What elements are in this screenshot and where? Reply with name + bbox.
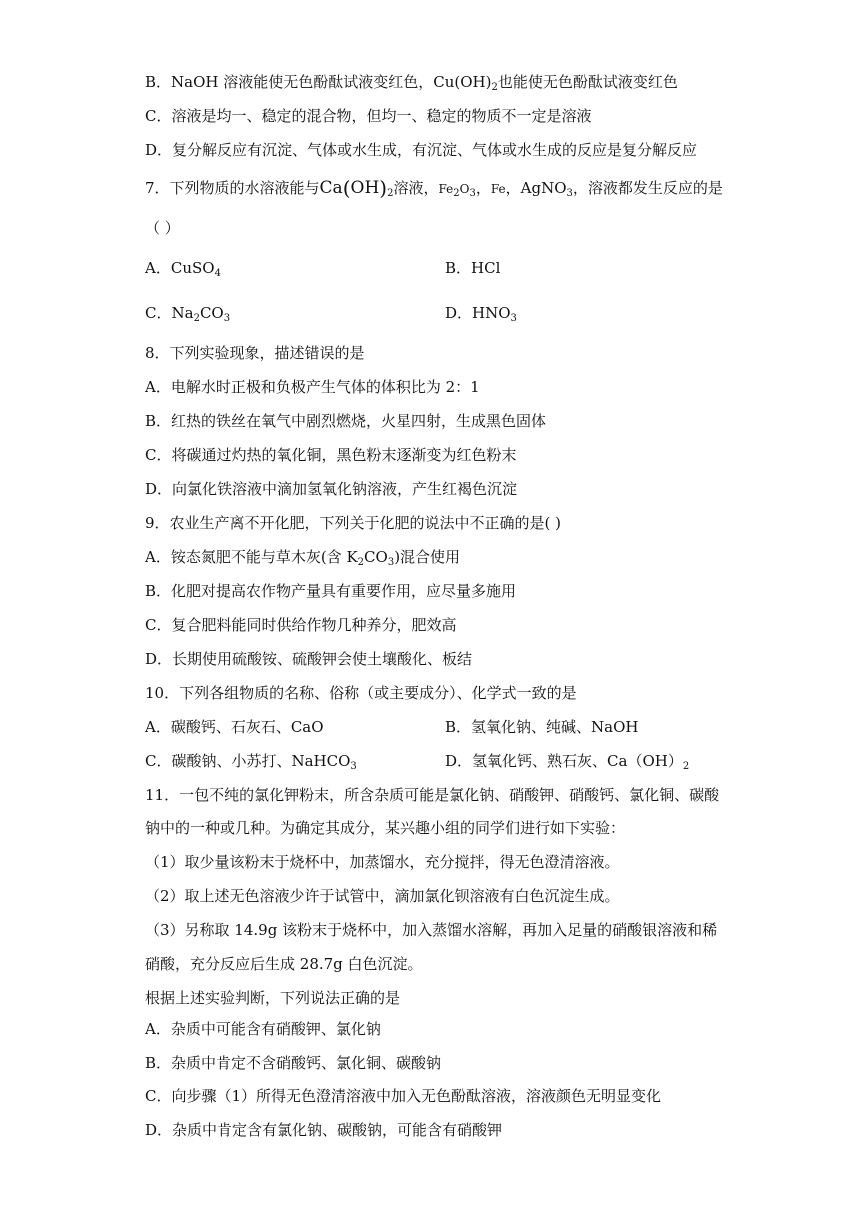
q7-option-a: A．CuSO$_4$ [145, 259, 221, 279]
q11-step-3-line2: 硝酸，充分反应后生成 28.7g 白色沉淀。 [145, 955, 423, 973]
q10-stem: 10．下列各组物质的名称、俗称（或主要成分）、化学式一致的是 [145, 684, 577, 702]
q11-question: 根据上述实验判断，下列说法正确的是 [145, 989, 401, 1007]
q10-option-c: C．碳酸钠、小苏打、NaHCO$_3$ [145, 752, 357, 772]
q8-option-a: A．电解水时正极和负极产生气体的体积比为 2：1 [145, 378, 480, 396]
q7-option-d: D．$HNO_3$ [445, 304, 517, 324]
q11-step-2: （2）取上述无色溶液少许于试管中，滴加氯化钡溶液有白色沉淀生成。 [145, 887, 620, 905]
q11-option-c: C．向步骤（1）所得无色澄清溶液中加入无色酚酞溶液，溶液颜色无明显变化 [145, 1087, 662, 1105]
q7-stem: 7．下列物质的水溶液能与$Ca(OH)_2$溶液，$Fe_2O_3$，Fe，AgNO$_3$，溶液都发生反应的是 [145, 176, 723, 200]
q10-option-b: B．氢氧化钠、纯碱、NaOH [445, 718, 639, 736]
q11-stem-line2: 钠中的一种或几种。为确定其成分，某兴趣小组的同学们进行如下实验： [145, 819, 626, 837]
q6-option-b: B．NaOH 溶液能使无色酚酞试液变红色，$Cu(OH)_2$也能使无色酚酞试液变红色 [145, 73, 678, 93]
q11-option-b: B．杂质中肯定不含硝酸钙、氯化铜、碳酸钠 [145, 1054, 442, 1072]
q7-answer-blank: （ ） [145, 219, 180, 237]
q11-step-1: （1）取少量该粉末于烧杯中，加蒸馏水，充分搅拌，得无色澄清溶液。 [145, 853, 620, 871]
q8-option-b: B．红热的铁丝在氧气中剧烈燃烧，火星四射，生成黑色固体 [145, 412, 547, 430]
q9-option-c: C．复合肥料能同时供给作物几种养分，肥效高 [145, 616, 457, 634]
q11-stem-line1: 11．一包不纯的氯化钾粉末，所含杂质可能是氯化钠、硝酸钾、硝酸钙、氯化铜、碳酸 [145, 786, 720, 804]
q8-stem: 8．下列实验现象，描述错误的是 [145, 344, 365, 362]
q8-option-c: C．将碳通过灼热的氧化铜，黑色粉末逐渐变为红色粉末 [145, 446, 517, 464]
q9-option-b: B．化肥对提高农作物产量具有重要作用，应尽量多施用 [145, 582, 517, 600]
q11-option-d: D．杂质中肯定含有氯化钠、碳酸钠，可能含有硝酸钾 [145, 1121, 503, 1139]
q6-option-c: C．溶液是均一、稳定的混合物，但均一、稳定的物质不一定是溶液 [145, 107, 592, 125]
q9-option-a: A．铵态氮肥不能与草木灰(含 $K_2CO_3$)混合使用 [145, 548, 461, 568]
q11-option-a: A．杂质中可能含有硝酸钾、氯化钠 [145, 1020, 381, 1038]
q7-option-c: C．$Na_2CO_3$ [145, 304, 231, 324]
q11-step-3-line1: （3）另称取 14.9g 该粉末于烧杯中，加入蒸馏水溶解，再加入足量的硝酸银溶液和稀 [145, 921, 718, 939]
q10-option-d: D．氢氧化钙、熟石灰、$Ca(OH)_2$ [445, 752, 690, 772]
q9-stem: 9．农业生产离不开化肥，下列关于化肥的说法中不正确的是( ) [145, 514, 562, 532]
q9-option-d: D．长期使用硫酸铵、硫酸钾会使土壤酸化、板结 [145, 650, 473, 668]
q8-option-d: D．向氯化铁溶液中滴加氢氧化钠溶液，产生红褐色沉淀 [145, 480, 518, 498]
q6-option-d: D．复分解反应有沉淀、气体或水生成，有沉淀、气体或水生成的反应是复分解反应 [145, 141, 698, 159]
q7-option-b: B．HCl [445, 259, 501, 277]
q10-option-a: A．碳酸钙、石灰石、CaO [145, 718, 324, 736]
